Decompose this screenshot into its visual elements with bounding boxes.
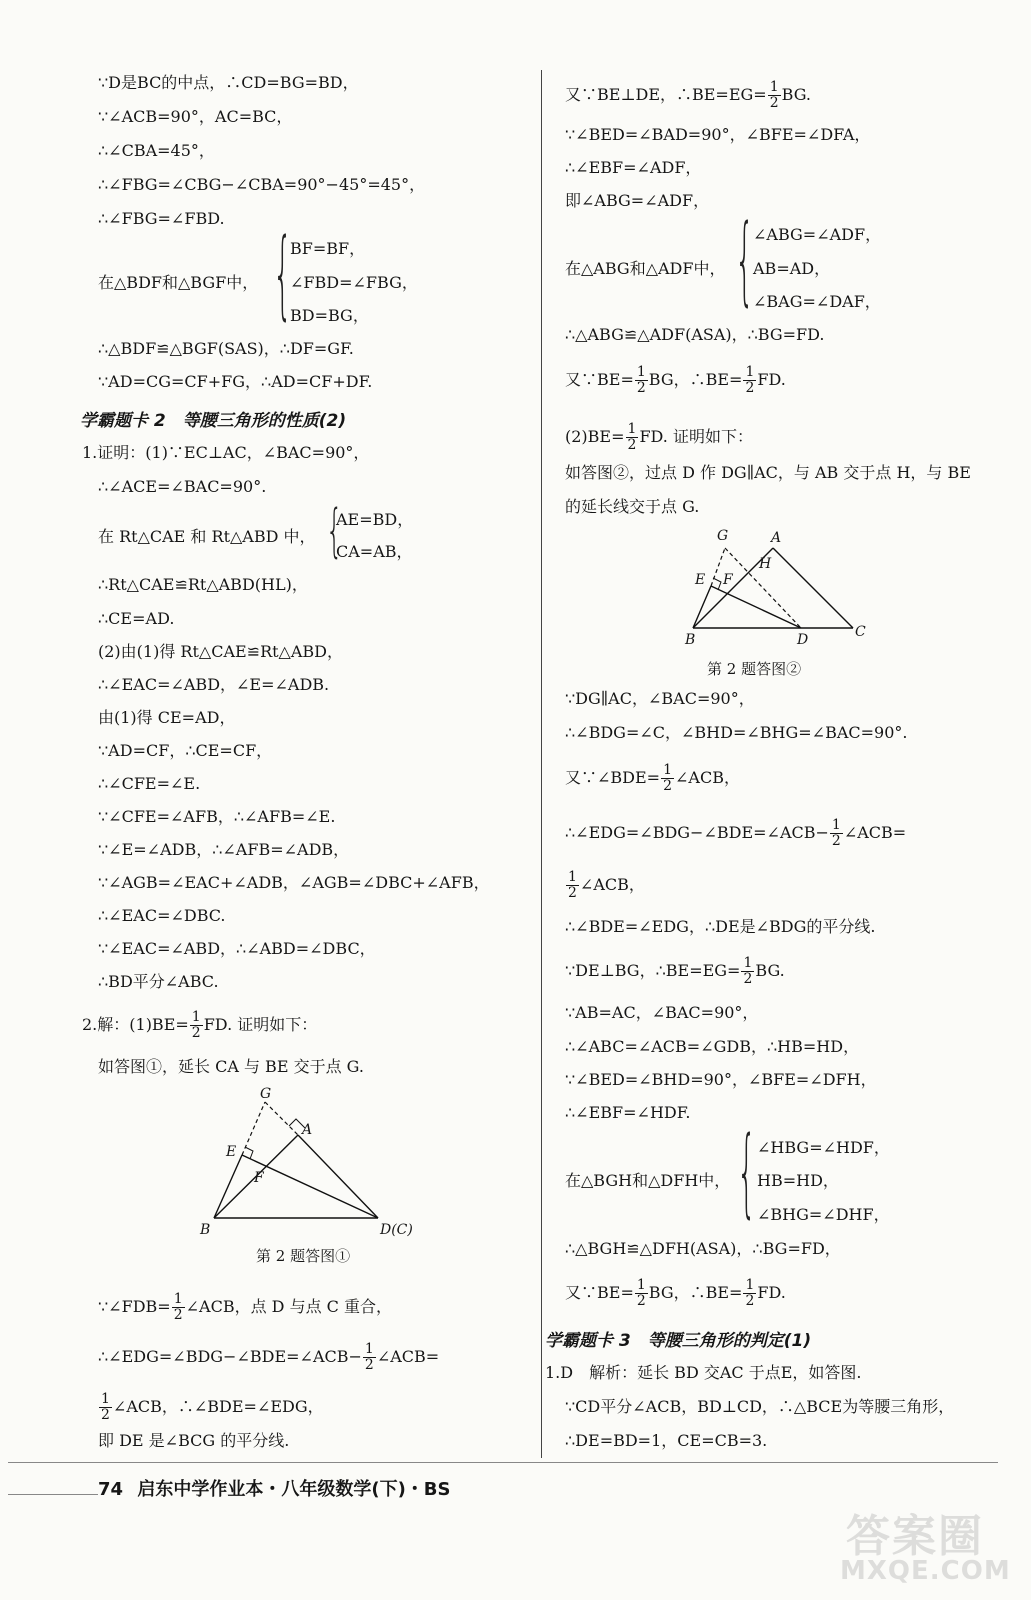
segment-be <box>214 1155 242 1218</box>
text-line: ∵CD平分∠ACB，BD⊥CD，∴△BCE为等腰三角形， <box>565 1397 955 1416</box>
segment-ed <box>711 586 801 628</box>
system-eq: ∠BHG=∠DHF， <box>757 1205 890 1224</box>
text-line: ∵∠EAC=∠ABD，∴∠ABD=∠DBC， <box>98 939 376 958</box>
text-line: ∵AB=AC，∠BAC=90°， <box>565 1003 759 1022</box>
fraction-num: 1 <box>636 364 646 380</box>
text-line: ∴DE=BD=1，CE=CB=3. <box>565 1431 768 1450</box>
point-label: F <box>254 1170 264 1186</box>
text-line <box>565 763 740 794</box>
fraction-den: 2 <box>769 95 779 111</box>
point-label: G <box>717 528 729 544</box>
watermark <box>836 1500 1016 1595</box>
text-line: ∴∠CFE=∠E. <box>98 774 201 793</box>
text-segment: FD. 证明如下： <box>203 1015 318 1034</box>
text-line: ∴CE=AD. <box>98 609 175 628</box>
fraction-den: 2 <box>627 437 637 453</box>
text-line: ∵∠AGB=∠EAC+∠ADB，∠AGB=∠DBC+∠AFB， <box>98 873 490 892</box>
fraction <box>190 1010 203 1041</box>
text-line: ∴△ABG≌△ADF(ASA)，∴BG=FD. <box>565 325 825 344</box>
point-label: H <box>759 556 772 572</box>
point-label: B <box>200 1222 211 1238</box>
fraction-den: 2 <box>745 380 755 396</box>
fraction <box>743 365 756 396</box>
left-brace: { <box>735 206 755 319</box>
point-label: E <box>226 1144 237 1160</box>
segment-be <box>693 586 711 628</box>
system-intro: 在△BDF和△BGF中， <box>98 273 259 292</box>
text-line: ∴BD平分∠ABC. <box>98 972 219 991</box>
fraction <box>741 956 754 987</box>
text-segment: 又∵∠BDE= <box>565 768 661 787</box>
text-line <box>98 1342 439 1373</box>
page-number: 74 <box>98 1479 124 1500</box>
text-line <box>565 365 786 396</box>
text-line: ∴∠ACE=∠BAC=90°. <box>98 477 267 496</box>
fraction-num: 1 <box>627 421 637 437</box>
text-line: 如答图①，延长 CA 与 BE 交于点 G. <box>98 1057 364 1076</box>
section-heading: 学霸题卡 2 等腰三角形的性质(2) <box>80 411 347 431</box>
fraction-num: 1 <box>364 1341 374 1357</box>
left-brace: { <box>326 499 343 566</box>
text-line: ∴∠EBF=∠HDF. <box>565 1103 691 1122</box>
text-line: ∵AD=CG=CF+FG，∴AD=CF+DF. <box>98 372 373 391</box>
text-line <box>82 1010 317 1041</box>
text-segment: 又∵BE⊥DE，∴BE=EG= <box>565 85 767 104</box>
fraction <box>635 365 648 396</box>
text-segment: BG，∴BE= <box>648 370 743 389</box>
point-label: G <box>260 1086 272 1102</box>
text-line: 由(1)得 CE=AD， <box>98 708 236 727</box>
text-segment: 2.解：(1)BE= <box>82 1015 189 1034</box>
text-segment: ∴∠EDG=∠BDG−∠BDE=∠ACB− <box>565 823 829 842</box>
text-segment: ∠ACB，∴∠BDE=∠EDG， <box>112 1397 324 1416</box>
fraction-den: 2 <box>663 778 673 794</box>
text-line: ∴Rt△CAE≌Rt△ABD(HL)， <box>98 575 308 594</box>
text-segment: 又∵BE= <box>565 1283 634 1302</box>
text-line: ∴∠BDG=∠C，∠BHD=∠BHG=∠BAC=90°. <box>565 723 908 742</box>
system-intro: 在 Rt△CAE 和 Rt△ABD 中， <box>98 527 316 546</box>
fraction-den: 2 <box>831 833 841 849</box>
text-segment: ∠ACB， <box>675 768 740 787</box>
fraction <box>172 1292 185 1323</box>
fraction-den: 2 <box>568 885 577 901</box>
text-line: (2)由(1)得 Rt△CAE≌Rt△ABD， <box>98 642 344 661</box>
fraction <box>768 80 781 111</box>
system-eq: HB=HD， <box>757 1171 839 1190</box>
text-segment: FD. <box>757 370 786 389</box>
system-eq: BD=BG， <box>290 306 369 325</box>
text-line <box>565 422 753 453</box>
fraction <box>99 1392 112 1423</box>
segment-ed <box>242 1155 378 1218</box>
fraction-den: 2 <box>364 1357 374 1373</box>
fraction <box>363 1342 376 1373</box>
text-line: ∵∠BED=∠BHD=90°，∠BFE=∠DFH， <box>565 1070 877 1089</box>
text-segment: ∵∠FDB= <box>98 1297 171 1316</box>
text-line <box>565 956 785 987</box>
fraction-den: 2 <box>173 1307 183 1323</box>
system-eq: CA=AB， <box>336 542 413 561</box>
text-segment: ∵DE⊥BG，∴BE=EG= <box>565 961 741 980</box>
fraction-den: 2 <box>745 1293 755 1309</box>
figure-1-diagram <box>198 1086 438 1238</box>
point-label: F <box>723 572 733 588</box>
text-segment: ∠ACB= <box>843 823 907 842</box>
point-label: D(C) <box>380 1222 413 1238</box>
section-heading: 学霸题卡 3 等腰三角形的判定(1) <box>545 1331 812 1351</box>
text-segment: BG. <box>781 85 811 104</box>
fraction <box>626 422 639 453</box>
fraction-num: 1 <box>663 762 673 778</box>
system-eq: BF=BF， <box>290 239 366 258</box>
fraction-den: 2 <box>636 380 646 396</box>
text-line <box>565 80 811 111</box>
figure-caption: 第 2 题答图① <box>256 1247 351 1265</box>
text-line: 即∠ABG=∠ADF， <box>565 191 710 210</box>
system-eq: AE=BD， <box>336 510 414 529</box>
point-label: A <box>771 530 782 546</box>
text-segment: ∠ACB，点 D 与点 C 重合， <box>185 1297 392 1316</box>
text-segment: ∠ACB， <box>579 875 645 894</box>
segment-ad <box>298 1135 378 1218</box>
text-line: 的延长线交于点 G. <box>565 497 700 516</box>
text-line <box>98 1392 324 1423</box>
left-brace: { <box>737 1118 757 1231</box>
text-line: 1.D 解析：延长 BD 交AC 于点E，如答图. <box>545 1363 862 1382</box>
fraction-den: 2 <box>101 1407 110 1423</box>
watermark-url: MXQE.COM <box>840 1556 1011 1586</box>
text-segment: FD. 证明如下： <box>639 427 753 446</box>
fraction <box>661 763 674 794</box>
footer-rule <box>8 1494 98 1495</box>
system-eq: ∠HBG=∠HDF， <box>757 1138 890 1157</box>
text-line: ∵∠CFE=∠AFB，∴∠AFB=∠E. <box>98 807 336 826</box>
text-line: ∵AD=CF，∴CE=CF， <box>98 741 273 760</box>
text-segment: BG，∴BE= <box>648 1283 743 1302</box>
system-eq: ∠FBD=∠FBG， <box>290 273 418 292</box>
figure-2-diagram <box>685 528 885 648</box>
fraction <box>830 818 843 849</box>
system-eq: AB=AD， <box>753 259 831 278</box>
system-eq: ∠BAG=∠DAF， <box>753 292 881 311</box>
fraction <box>566 870 579 901</box>
system-intro: 在△ABG和△ADF中， <box>565 259 726 278</box>
watermark-logo: 答案圈 <box>846 1511 984 1562</box>
footer-rule <box>8 1462 998 1463</box>
text-line: 1.证明：(1)∵EC⊥AC，∠BAC=90°， <box>82 443 370 462</box>
text-line: ∴∠FBG=∠FBD. <box>98 209 225 228</box>
fraction-den: 2 <box>191 1025 201 1041</box>
text-line: 如答图②，过点 D 作 DG∥AC，与 AB 交于点 H，与 BE <box>565 463 971 482</box>
text-line: ∴∠ABC=∠ACB=∠GDB，∴HB=HD， <box>565 1037 860 1056</box>
fraction-num: 1 <box>743 955 753 971</box>
text-line: ∴△BGH≌△DFH(ASA)，∴BG=FD， <box>565 1239 841 1258</box>
left-brace: { <box>273 220 293 333</box>
text-line: ∴∠BDE=∠EDG，∴DE是∠BDG的平分线. <box>565 917 876 936</box>
text-segment: FD. <box>757 1283 786 1302</box>
text-line: ∵∠ACB=90°，AC=BC， <box>98 107 293 126</box>
point-label: B <box>685 632 696 648</box>
text-segment: BG. <box>755 961 785 980</box>
system-eq: ∠ABG=∠ADF， <box>753 225 882 244</box>
text-segment: ∴∠EDG=∠BDG−∠BDE=∠ACB− <box>98 1347 362 1366</box>
fraction-den: 2 <box>636 1293 646 1309</box>
text-line: ∴∠EAC=∠DBC. <box>98 906 226 925</box>
segment-ac <box>773 548 853 628</box>
figure-caption: 第 2 题答图② <box>707 660 802 678</box>
segment-ga-dashed <box>265 1102 298 1135</box>
fraction-den: 2 <box>743 971 753 987</box>
column-divider <box>541 70 542 1458</box>
text-line <box>565 870 645 901</box>
fraction-num: 1 <box>745 1277 755 1293</box>
text-line: ∴∠EAC=∠ABD，∠E=∠ADB. <box>98 675 330 694</box>
text-line: 即 DE 是∠BCG 的平分线. <box>98 1431 290 1450</box>
text-segment: 又∵BE= <box>565 370 634 389</box>
text-line: ∵∠BED=∠BAD=90°，∠BFE=∠DFA， <box>565 125 871 144</box>
system-intro: 在△BGH和△DFH中， <box>565 1171 731 1190</box>
text-line <box>98 1292 392 1323</box>
fraction-num: 1 <box>745 364 755 380</box>
fraction-num: 1 <box>173 1291 183 1307</box>
text-line: ∴∠CBA=45°， <box>98 141 215 160</box>
text-line: ∵DG∥AC，∠BAC=90°， <box>565 689 755 708</box>
text-line: ∴△BDF≌△BGF(SAS)，∴DF=GF. <box>98 339 354 358</box>
point-label: D <box>797 632 809 648</box>
fraction-num: 1 <box>568 869 577 885</box>
point-label: E <box>695 572 706 588</box>
fraction-num: 1 <box>636 1277 646 1293</box>
text-segment: ∠ACB= <box>376 1347 440 1366</box>
fraction <box>635 1278 648 1309</box>
point-label: A <box>302 1122 313 1138</box>
page-footer <box>98 1475 450 1501</box>
text-line <box>565 818 906 849</box>
text-segment: (2)BE= <box>565 427 625 446</box>
text-line: ∵∠E=∠ADB，∴∠AFB=∠ADB， <box>98 840 350 859</box>
text-line: ∴∠EBF=∠ADF， <box>565 158 702 177</box>
fraction <box>743 1278 756 1309</box>
text-line: ∴∠FBG=∠CBG−∠CBA=90°−45°=45°， <box>98 175 426 194</box>
book-title: 启东中学作业本・八年级数学(下)・BS <box>137 1479 451 1500</box>
fraction-num: 1 <box>101 1391 110 1407</box>
text-line: ∵D是BC的中点，∴CD=BG=BD， <box>98 73 359 92</box>
fraction-num: 1 <box>191 1009 201 1025</box>
point-label: C <box>855 624 866 640</box>
fraction-num: 1 <box>831 817 841 833</box>
fraction-num: 1 <box>769 79 779 95</box>
text-line <box>565 1278 786 1309</box>
